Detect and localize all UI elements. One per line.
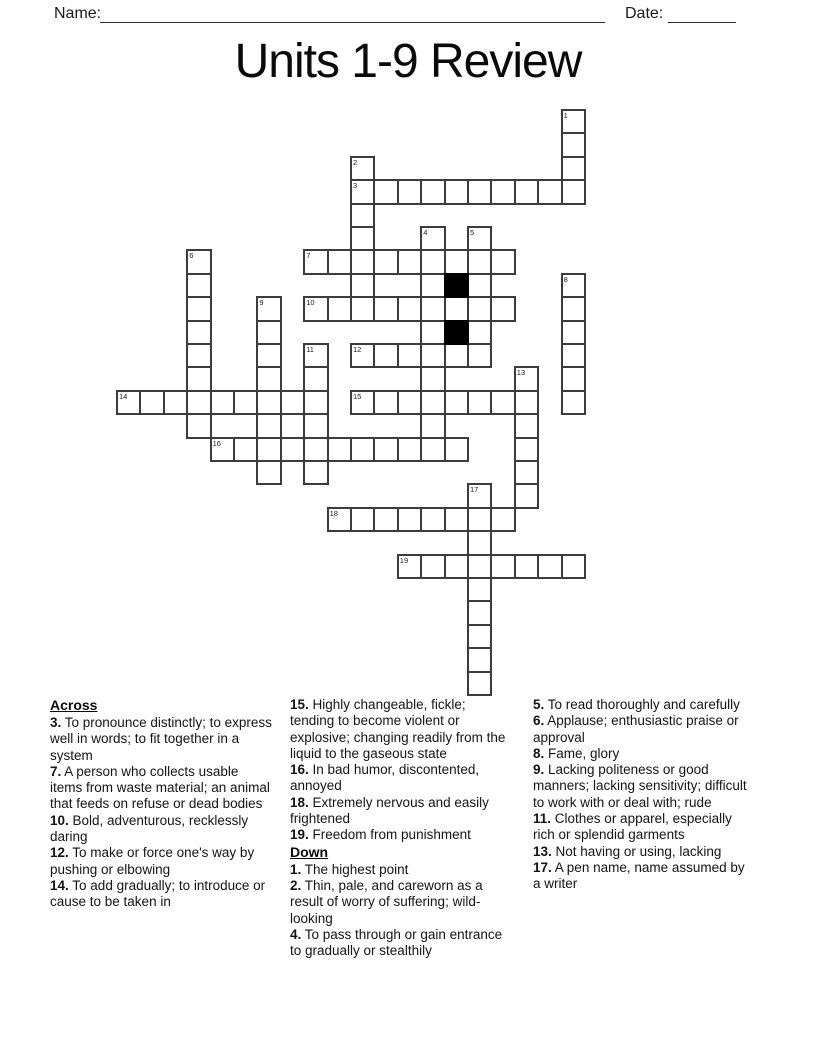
across-heading: Across — [50, 697, 98, 713]
clue-12: 12. To make or force one's way by pushing or elbowing — [50, 845, 255, 877]
grid-number-8: 8 — [563, 274, 568, 284]
clue-number-label: 13. — [533, 843, 552, 859]
clue-number-label: 15. — [290, 697, 309, 712]
grid-number-10: 10 — [306, 298, 315, 308]
clue-5: 5. To read thoroughly and carefully — [533, 697, 740, 712]
grid-number-6: 6 — [189, 251, 194, 261]
grid-number-17: 17 — [470, 485, 479, 495]
grid-number-15: 15 — [353, 391, 362, 401]
grid-number-16: 16 — [212, 438, 221, 448]
grid-number-14: 14 — [119, 391, 128, 401]
clue-number-label: 14. — [50, 877, 69, 893]
clue-number-label: 4. — [290, 926, 302, 942]
grid-number-9: 9 — [259, 298, 264, 308]
grid-number-1: 1 — [563, 111, 568, 120]
clue-6: 6. Applause; enthusiastic praise or approval — [533, 713, 739, 745]
clue-number-label: 12. — [50, 845, 69, 861]
down-heading: Down — [290, 843, 329, 860]
page-title: Units 1-9 Review — [234, 35, 582, 88]
clue-9: 9. Lacking politeness or good manners; lacking sensitivity; difficult to work with or deal with; rude — [533, 762, 747, 810]
name-label: Name: — [54, 5, 102, 22]
grid-number-12: 12 — [353, 345, 362, 354]
grid-number-11: 11 — [306, 345, 314, 354]
grid-number-13: 13 — [516, 368, 526, 378]
clue-number-label: 17. — [533, 859, 552, 875]
clue-number-label: 9. — [533, 762, 545, 778]
clue-column-1 — [50, 697, 272, 911]
clue-number-label: 7. — [50, 763, 62, 779]
clue-2: 2. Thin, pale, and careworn as a result of worry of suffering; wild-looking — [290, 877, 483, 926]
clue-7: 7. A person who collects usable items from waste material; an animal that feeds on refuse or dead bodies — [50, 763, 270, 812]
clue-4: 4. To pass through or gain entrance to gradually or stealthily — [290, 926, 503, 959]
clue-column-3 — [533, 697, 755, 893]
clue-number-label: 10. — [50, 812, 69, 828]
clue-1: 1. The highest point — [290, 861, 409, 877]
clue-number-label: 19. — [290, 827, 309, 843]
grid-number-5: 5 — [470, 228, 475, 237]
date-label: Date: — [625, 5, 664, 22]
grid-number-7: 7 — [306, 251, 311, 261]
clue-number-label: 18. — [290, 794, 309, 810]
clue-16: 16. In bad humor, discontented, annoyed — [290, 762, 480, 794]
clue-number-label: 1. — [290, 861, 302, 877]
grid-number-18: 18 — [329, 508, 338, 518]
grid-number-2: 2 — [353, 157, 358, 167]
clue-number-label: 3. — [50, 715, 62, 730]
clue-number-label: 16. — [290, 762, 309, 778]
clue-15: 15. Highly changeable, fickle; tending to become violent or explosive; changing readily from the liquid to the gaseous state — [290, 697, 506, 761]
clue-18: 18. Extremely nervous and easily frightened — [290, 794, 489, 827]
clue-10: 10. Bold, adventurous, recklessly daring — [50, 812, 249, 845]
grid-number-3: 3 — [353, 181, 358, 191]
grid-number-19: 19 — [399, 555, 409, 565]
clue-11: 11. Clothes or apparel, especially rich or splendid garments — [533, 811, 732, 843]
clue-13: 13. Not having or using, lacking — [533, 843, 722, 859]
clue-8: 8. Fame, glory — [533, 745, 620, 761]
clue-number-label: 11. — [533, 811, 552, 827]
clue-number-label: 6. — [533, 713, 545, 729]
grid-number-4: 4 — [423, 228, 428, 237]
clue-number-label: 2. — [290, 877, 302, 893]
clue-3: 3. To pronounce distinctly; to express well in words; to fit together in a system — [50, 715, 272, 763]
clue-number-label: 5. — [533, 697, 545, 712]
clue-14: 14. To add gradually; to introduce or cause to be taken in — [50, 877, 266, 910]
clue-19: 19. Freedom from punishment — [290, 827, 471, 843]
clue-column-2 — [290, 697, 512, 959]
clue-17: 17. A pen name, name assumed by a writer — [533, 859, 745, 892]
clue-number-label: 8. — [533, 745, 545, 761]
